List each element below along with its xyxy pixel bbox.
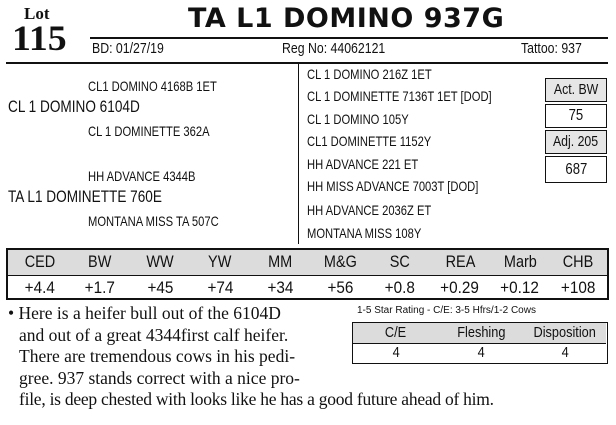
epd-header-row [8,250,607,276]
epd-value-mm: +34 [267,278,293,297]
epd-value-ced: +4.4 [24,278,56,297]
epd-table [6,248,609,300]
tattoo: Tattoo: 937 [521,40,582,57]
epd-header-rea: REA [445,252,475,271]
epd-header-yw: YW [208,252,232,271]
epd-header-sc: SC [389,252,411,271]
lot-number: 115 [12,18,67,58]
dam: TA L1 DOMINETTE 760E [8,187,162,206]
epd-value-bw: +1.7 [84,278,116,297]
registration-number: Reg No: 44062121 [282,40,386,57]
epd-value-ww: +45 [147,278,173,297]
epd-value-chb: +108 [560,278,596,297]
epd-value-yw: +74 [207,278,233,297]
epd-value-rea: +0.29 [440,278,480,297]
sire-dam: CL 1 DOMINETTE 362A [88,123,210,139]
dam-dam: MONTANA MISS TA 507C [88,213,219,229]
rating-caption: 1-5 Star Rating - C/E: 3-5 Hfrs/1-2 Cows [357,305,536,316]
bullet-icon: • [8,303,15,323]
epd-header-mg: M&G [323,252,357,271]
epd-header-ww: WW [146,252,174,271]
epd-value-sc: +0.8 [384,278,416,297]
comment-line: • Here is a heifer bull out of the 6104D [8,303,281,323]
dam-dam-sire: HH ADVANCE 2036Z ET [307,202,432,218]
epd-header-ced: CED [24,252,56,271]
act-bw-label: Act. BW [553,81,599,98]
comment-line: and out of a great 4344first calf heifer. [19,324,289,345]
animal-name: TA L1 DOMINO 937G [188,3,505,34]
lot-label: Lot [24,4,50,23]
header-divider [90,37,608,39]
dam-sire: HH ADVANCE 4344B [88,168,196,184]
act-bw-value-box [545,104,607,128]
act-bw-label-box [545,78,607,102]
epd-value-marb: +0.12 [500,278,540,297]
birth-date: BD: 01/27/19 [92,40,164,57]
epd-header-marb: Marb [503,252,537,271]
dam-dam-dam: MONTANA MISS 108Y [307,225,422,241]
adj-205-label: Adj. 205 [553,133,599,150]
rating-header-ce: C/E [385,324,407,341]
epd-header-chb: CHB [562,252,594,271]
dam-sire-dam: HH MISS ADVANCE 7003T [DOD] [307,178,479,194]
epd-header-bw: BW [88,252,112,271]
sire-dam-dam: CL1 DOMINETTE 1152Y [307,133,432,149]
comment-line: gree. 937 stands correct with a nice pro- [19,367,300,388]
pedigree-divider [298,64,299,244]
rating-value-disposition: 4 [561,344,569,361]
rating-header-disposition: Disposition [533,324,597,341]
epd-header-mm: MM [267,252,293,271]
sire-sire-sire: CL 1 DOMINO 216Z 1ET [307,66,432,82]
sire-sire: CL1 DOMINO 4168B 1ET [88,78,217,94]
act-bw-value: 75 [568,107,584,124]
rating-value-ce: 4 [392,344,400,361]
adj-205-value: 687 [565,161,587,178]
info-divider [6,62,608,64]
epd-value-mg: +56 [327,278,353,297]
adj-205-label-box [545,130,607,154]
rating-header-fleshing: Fleshing [456,324,506,341]
comment-line: file, is deep chested with looks like he has a good future ahead of him. [19,389,494,410]
comment-line: There are tremendous cows in his pedi- [19,346,296,367]
adj-205-value-box [545,156,607,183]
dam-sire-sire: HH ADVANCE 221 ET [307,156,419,172]
sire-sire-dam: CL 1 DOMINETTE 7136T 1ET [DOD] [307,88,492,104]
sire: CL 1 DOMINO 6104D [8,97,140,116]
sire-dam-sire: CL 1 DOMINO 105Y [307,111,409,127]
rating-value-fleshing: 4 [477,344,485,361]
comments [8,303,494,411]
